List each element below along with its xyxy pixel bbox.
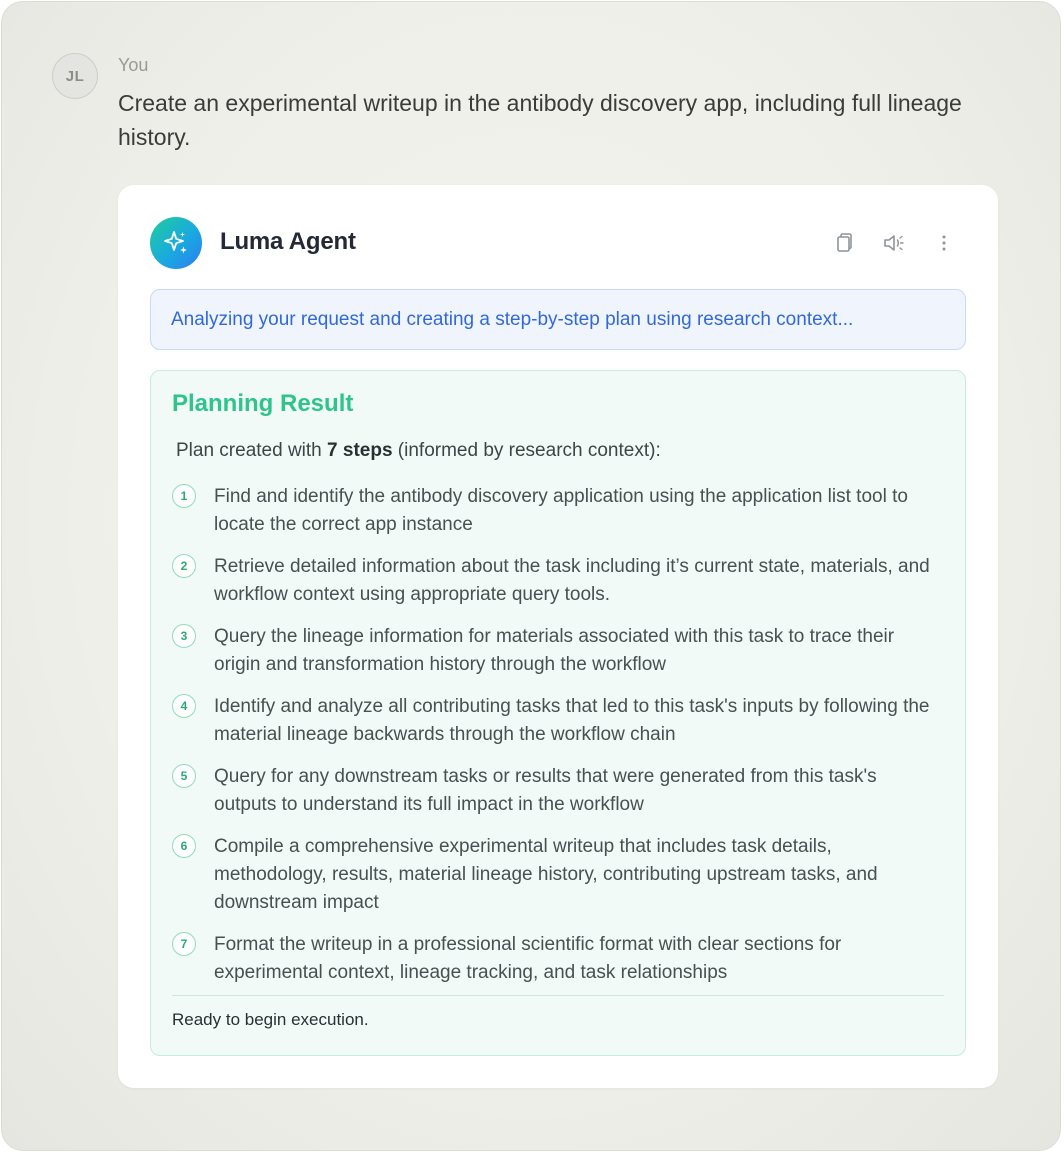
sparkle-icon [150,217,202,269]
copy-icon[interactable] [830,229,858,257]
step-text: Query the lineage information for materials associated with this task to trace their origin and transformation history through the workflow [214,626,895,675]
plan-step [172,931,932,987]
step-number-badge: 3 [172,624,196,648]
agent-response-card [118,185,998,1088]
step-number-badge: 4 [172,694,196,718]
plan-title: Planning Result [172,390,354,417]
plan-step [172,833,932,917]
plan-step [172,623,932,679]
speaker-icon[interactable] [880,229,908,257]
step-number-badge: 1 [172,484,196,508]
plan-step [172,553,932,609]
step-number-badge: 6 [172,834,196,858]
plan-intro-prefix: Plan created with [176,440,328,461]
status-banner [150,289,966,350]
planning-result-panel [150,370,966,1056]
step-text: Find and identify the antibody discovery application using the application list tool to locate the correct app instance [214,486,908,535]
plan-step [172,483,932,539]
agent-name: Luma Agent [220,228,356,255]
plan-step [172,763,932,819]
step-text: Retrieve detailed information about the task including it’s current state, materials, and workflow context using appropriate query tools. [214,556,930,605]
chat-window [1,1,1061,1151]
status-text: Analyzing your request and creating a step-by-step plan using research context... [171,308,854,330]
plan-steps-list [172,483,932,1001]
step-number-badge: 7 [172,932,196,956]
plan-divider [172,995,944,996]
user-message: Create an experimental writeup in the antibody discovery app, including full lineage history. [118,90,962,150]
plan-step-count: 7 steps [327,440,393,461]
user-avatar [52,53,98,99]
sender-label: You [118,55,149,75]
plan-step [172,693,932,749]
more-vertical-icon[interactable] [930,229,958,257]
step-text: Format the writeup in a professional scientific format with clear sections for experimental context, lineage tracking, and task relationships [214,934,842,983]
plan-intro-suffix: (informed by research context): [392,440,661,461]
step-text: Compile a comprehensive experimental writeup that includes task details, methodology, results, material lineage history, contributing upstream tasks, and downstream impact [214,836,878,913]
plan-footer: Ready to begin execution. [172,1010,369,1029]
plan-intro [176,440,661,462]
step-text: Query for any downstream tasks or results that were generated from this task's outputs to understand its full impact in the workflow [214,766,877,815]
step-text: Identify and analyze all contributing tasks that led to this task's inputs by following the material lineage backwards through the workflow chain [214,696,930,745]
user-initials: JL [65,67,85,85]
step-number-badge: 2 [172,554,196,578]
step-number-badge: 5 [172,764,196,788]
